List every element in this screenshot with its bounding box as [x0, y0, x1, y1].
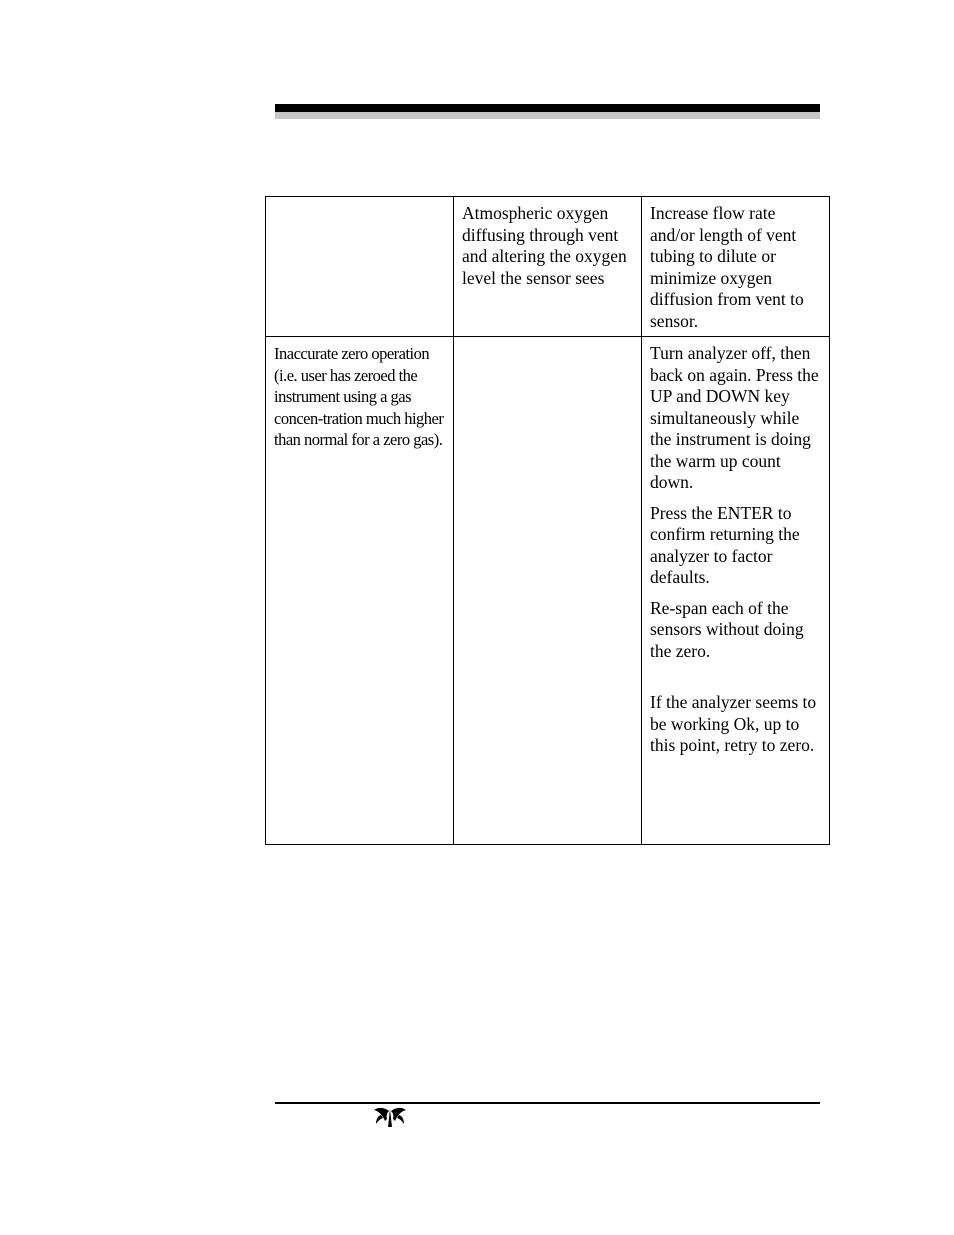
remedy-cell	[642, 337, 830, 845]
remedy-text: Increase flow rate and/or length of vent tubing to dilute or minimize oxygen diffusion from vent to sensor.	[650, 203, 804, 331]
remedy-text: If the analyzer seems to be working Ok, up to this point, retry to zero.	[650, 692, 817, 755]
problem-cell: Inaccurate zero operation (i.e. user has zeroed the instrument using a gas concen-tration much higher than normal for a zero gas).	[266, 337, 454, 845]
table-row	[266, 197, 830, 337]
table-row	[266, 337, 830, 845]
footer-rule	[275, 1102, 820, 1104]
teledyne-logo-icon	[372, 1105, 408, 1129]
problem-cell	[266, 197, 454, 337]
troubleshooting-table	[265, 196, 830, 845]
header-rule	[275, 104, 820, 112]
remedy-cell	[642, 197, 830, 337]
cause-cell: Atmospheric oxygen diffusing through vent and altering the oxygen level the sensor sees	[454, 197, 642, 337]
cause-cell	[454, 337, 642, 845]
remedy-text: Press the ENTER to confirm returning the analyzer to factor defaults.	[650, 502, 800, 587]
header-rule-shadow	[275, 112, 820, 119]
spacer	[650, 671, 821, 692]
remedy-text: Re-span each of the sensors without doing the zero.	[650, 597, 804, 661]
remedy-text: Turn analyzer off, then back on again. Press the UP and DOWN key simultaneously while the instrument is doing the warm up count down.	[650, 343, 819, 492]
